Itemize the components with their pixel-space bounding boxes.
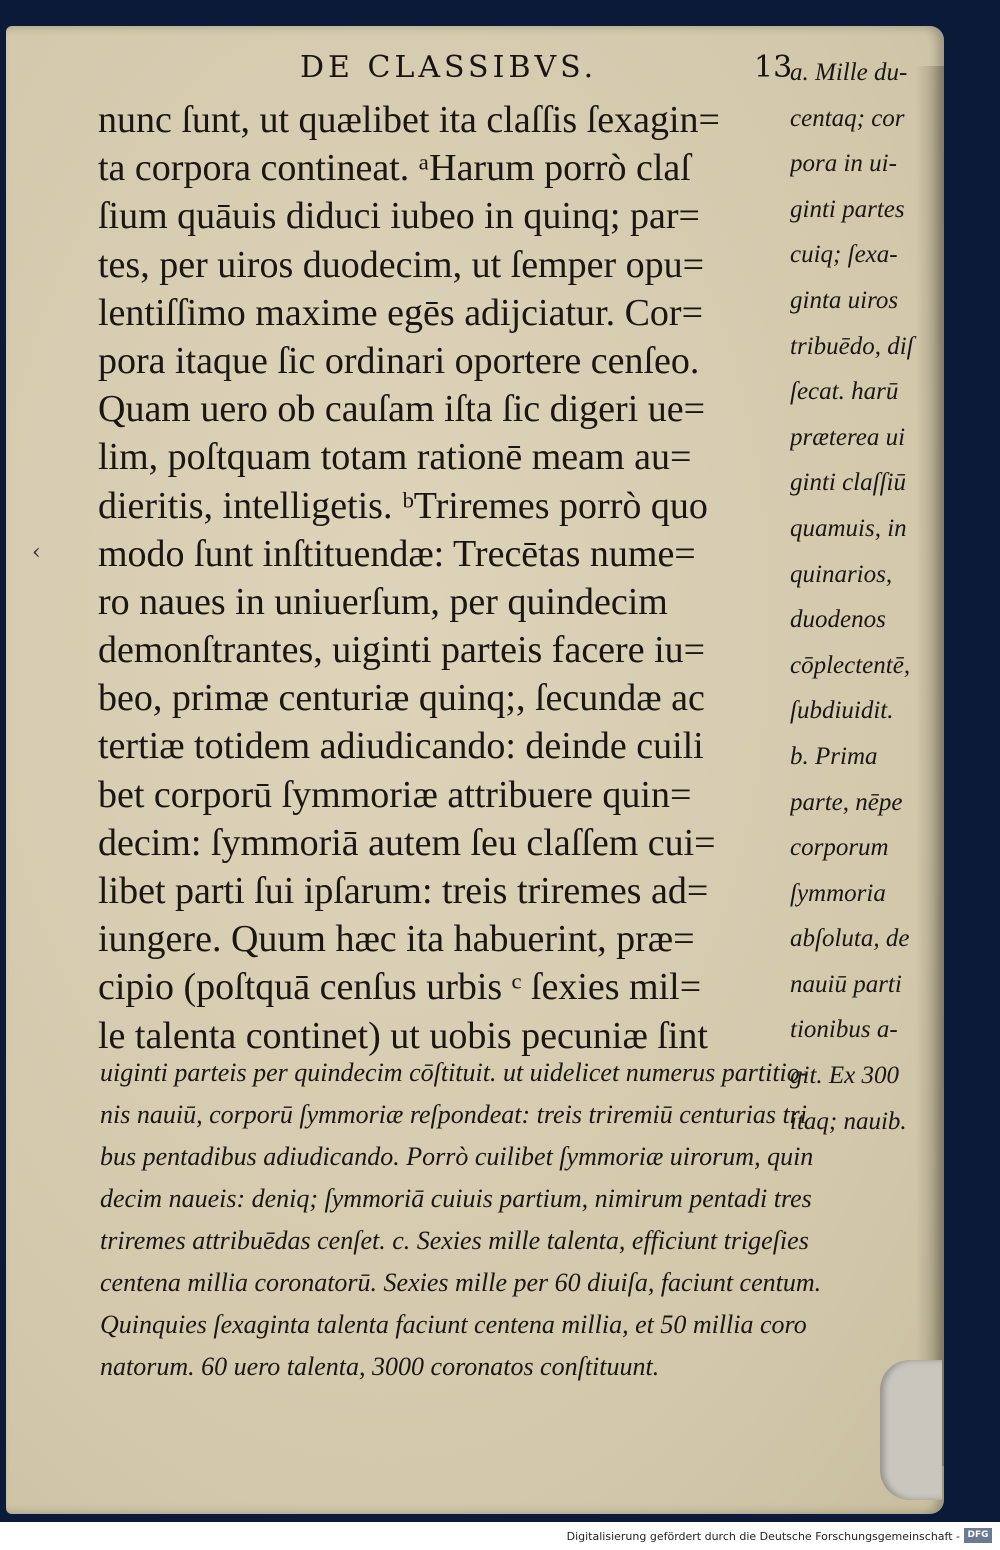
main-text-line: ſium quāuis diduci iubeo in quinq; par= — [98, 195, 700, 238]
main-text-line: tertiæ totidem adiudicando: deinde cuili — [98, 725, 704, 768]
margin-note-line: ginti partes — [790, 195, 905, 223]
margin-mark: ‹ — [32, 540, 41, 565]
margin-note-line: abſoluta, de — [790, 925, 910, 953]
margin-note-line: centaq; cor — [790, 104, 905, 132]
main-text-line: cipio (poſtquā cenſus urbis ᶜ ſexies mil= — [98, 966, 702, 1009]
main-text-line: demonſtrantes, uiginti parteis facere iu= — [98, 629, 706, 672]
footnotes-block — [100, 1052, 940, 1388]
margin-note-line: duodenos — [790, 606, 886, 634]
margin-note-line: nauiū parti — [790, 970, 902, 998]
margin-note-line: b. Prima — [790, 742, 878, 770]
running-header: DE CLASSIBVS. — [300, 50, 598, 85]
margin-note-line: ſymmoria — [790, 879, 886, 907]
margin-note-line: parte, nēpe — [790, 788, 903, 816]
footnote-line: decim naueis: deniq; ſymmoriā cuiuis partium, nimirum pentadi tres — [100, 1184, 812, 1213]
margin-note-line: a. Mille du- — [790, 59, 908, 86]
dfg-logo: DFG — [964, 1528, 992, 1543]
footer-bar — [0, 1522, 1000, 1550]
footnote-line: triremes attribuēdas cenſet. c. Sexies mille talenta, efficiunt trigeſies — [100, 1226, 809, 1255]
footnote-line: Quinquies ſexaginta talenta faciunt centena millia, et 50 millia coro — [100, 1310, 807, 1339]
main-text-line: decim: ſymmoriā autem ſeu claſſem cui= — [98, 821, 716, 864]
margin-note-line: ſecat. harū — [790, 378, 899, 406]
margin-note-line: git. Ex 300 — [790, 1062, 900, 1090]
margin-note-line: quamuis, in — [790, 514, 907, 542]
main-text-line: ro naues in uniuerſum, per quindecim — [98, 580, 668, 623]
footnote-line: nis nauiū, corporū ſymmoriæ reſpondeat: treis triremiū centurias tri — [100, 1100, 808, 1129]
main-text-block — [98, 96, 788, 1060]
margin-note-line: pora in ui- — [790, 150, 897, 178]
footnote-line: centena millia coronatorū. Sexies mille per 60 diuiſa, faciunt centum. — [100, 1268, 822, 1297]
main-text-line: modo ſunt inſtituendæ: Trecētas nume= — [98, 532, 696, 575]
margin-note-line: ginta uiros — [790, 286, 899, 314]
main-text-line: lim, poſtquam totam rationē meam au= — [98, 436, 692, 479]
margin-note-line: ſubdiuidit. — [790, 697, 894, 725]
page-number: 13 — [754, 50, 793, 85]
main-text-line: iungere. Quum hæc ita habuerint, præ= — [98, 918, 695, 961]
main-text-line: lentiſſimo maxime egēs adijciatur. Cor= — [98, 291, 704, 334]
margin-notes — [790, 50, 940, 1144]
main-text-line: Quam uero ob cauſam iſta ſic digeri ue= — [98, 388, 706, 431]
margin-note-line: ginti claſſiū — [790, 469, 906, 497]
main-text-line: nunc ſunt, ut quælibet ita claſſis ſexagin= — [98, 99, 720, 141]
main-text-line: ta corpora contineat. ᵃHarum porrò claſ — [98, 147, 691, 190]
margin-note-line: præterea ui — [790, 423, 906, 451]
footnote-line: uiginti parteis per quindecim cōſtituit. ut uidelicet numerus partitio- — [100, 1058, 809, 1087]
margin-note-line: itaq; nauib. — [790, 1107, 907, 1135]
funding-credit: Digitalisierung gefördert durch die Deutsche Forschungsgemeinschaft - — [566, 1530, 960, 1543]
margin-note-line: quinarios, — [790, 560, 893, 588]
main-text-line: beo, primæ centuriæ quinq;, ſecundæ ac — [98, 677, 705, 720]
footnote-line: natorum. 60 uero talenta, 3000 coronatos conſtituunt. — [100, 1352, 660, 1381]
margin-note-line: tionibus a- — [790, 1016, 898, 1044]
main-text-line: le talenta continet) ut uobis pecuniæ ſint — [98, 1014, 708, 1057]
margin-note-line: corporum — [790, 834, 889, 862]
main-text-line: dieritis, intelligetis. ᵇTriremes porrò quo — [98, 484, 708, 527]
main-text-line: bet corporū ſymmoriæ attribuere quin= — [98, 773, 692, 816]
main-text-line: libet parti ſui ipſarum: treis triremes ad= — [98, 870, 709, 912]
main-text-line: pora itaque ſic ordinari oportere cenſeo. — [98, 339, 700, 382]
margin-note-line: cōplectentē, — [790, 651, 911, 679]
footnote-line: bus pentadibus adiudicando. Porrò cuilibet ſymmoriæ uirorum, quin — [100, 1142, 814, 1171]
margin-note-line: cuiq; ſexa- — [790, 241, 898, 269]
main-text-line: tes, per uiros duodecim, ut ſemper opu= — [98, 243, 705, 286]
margin-note-line: tribuēdo, diſ — [790, 332, 914, 360]
